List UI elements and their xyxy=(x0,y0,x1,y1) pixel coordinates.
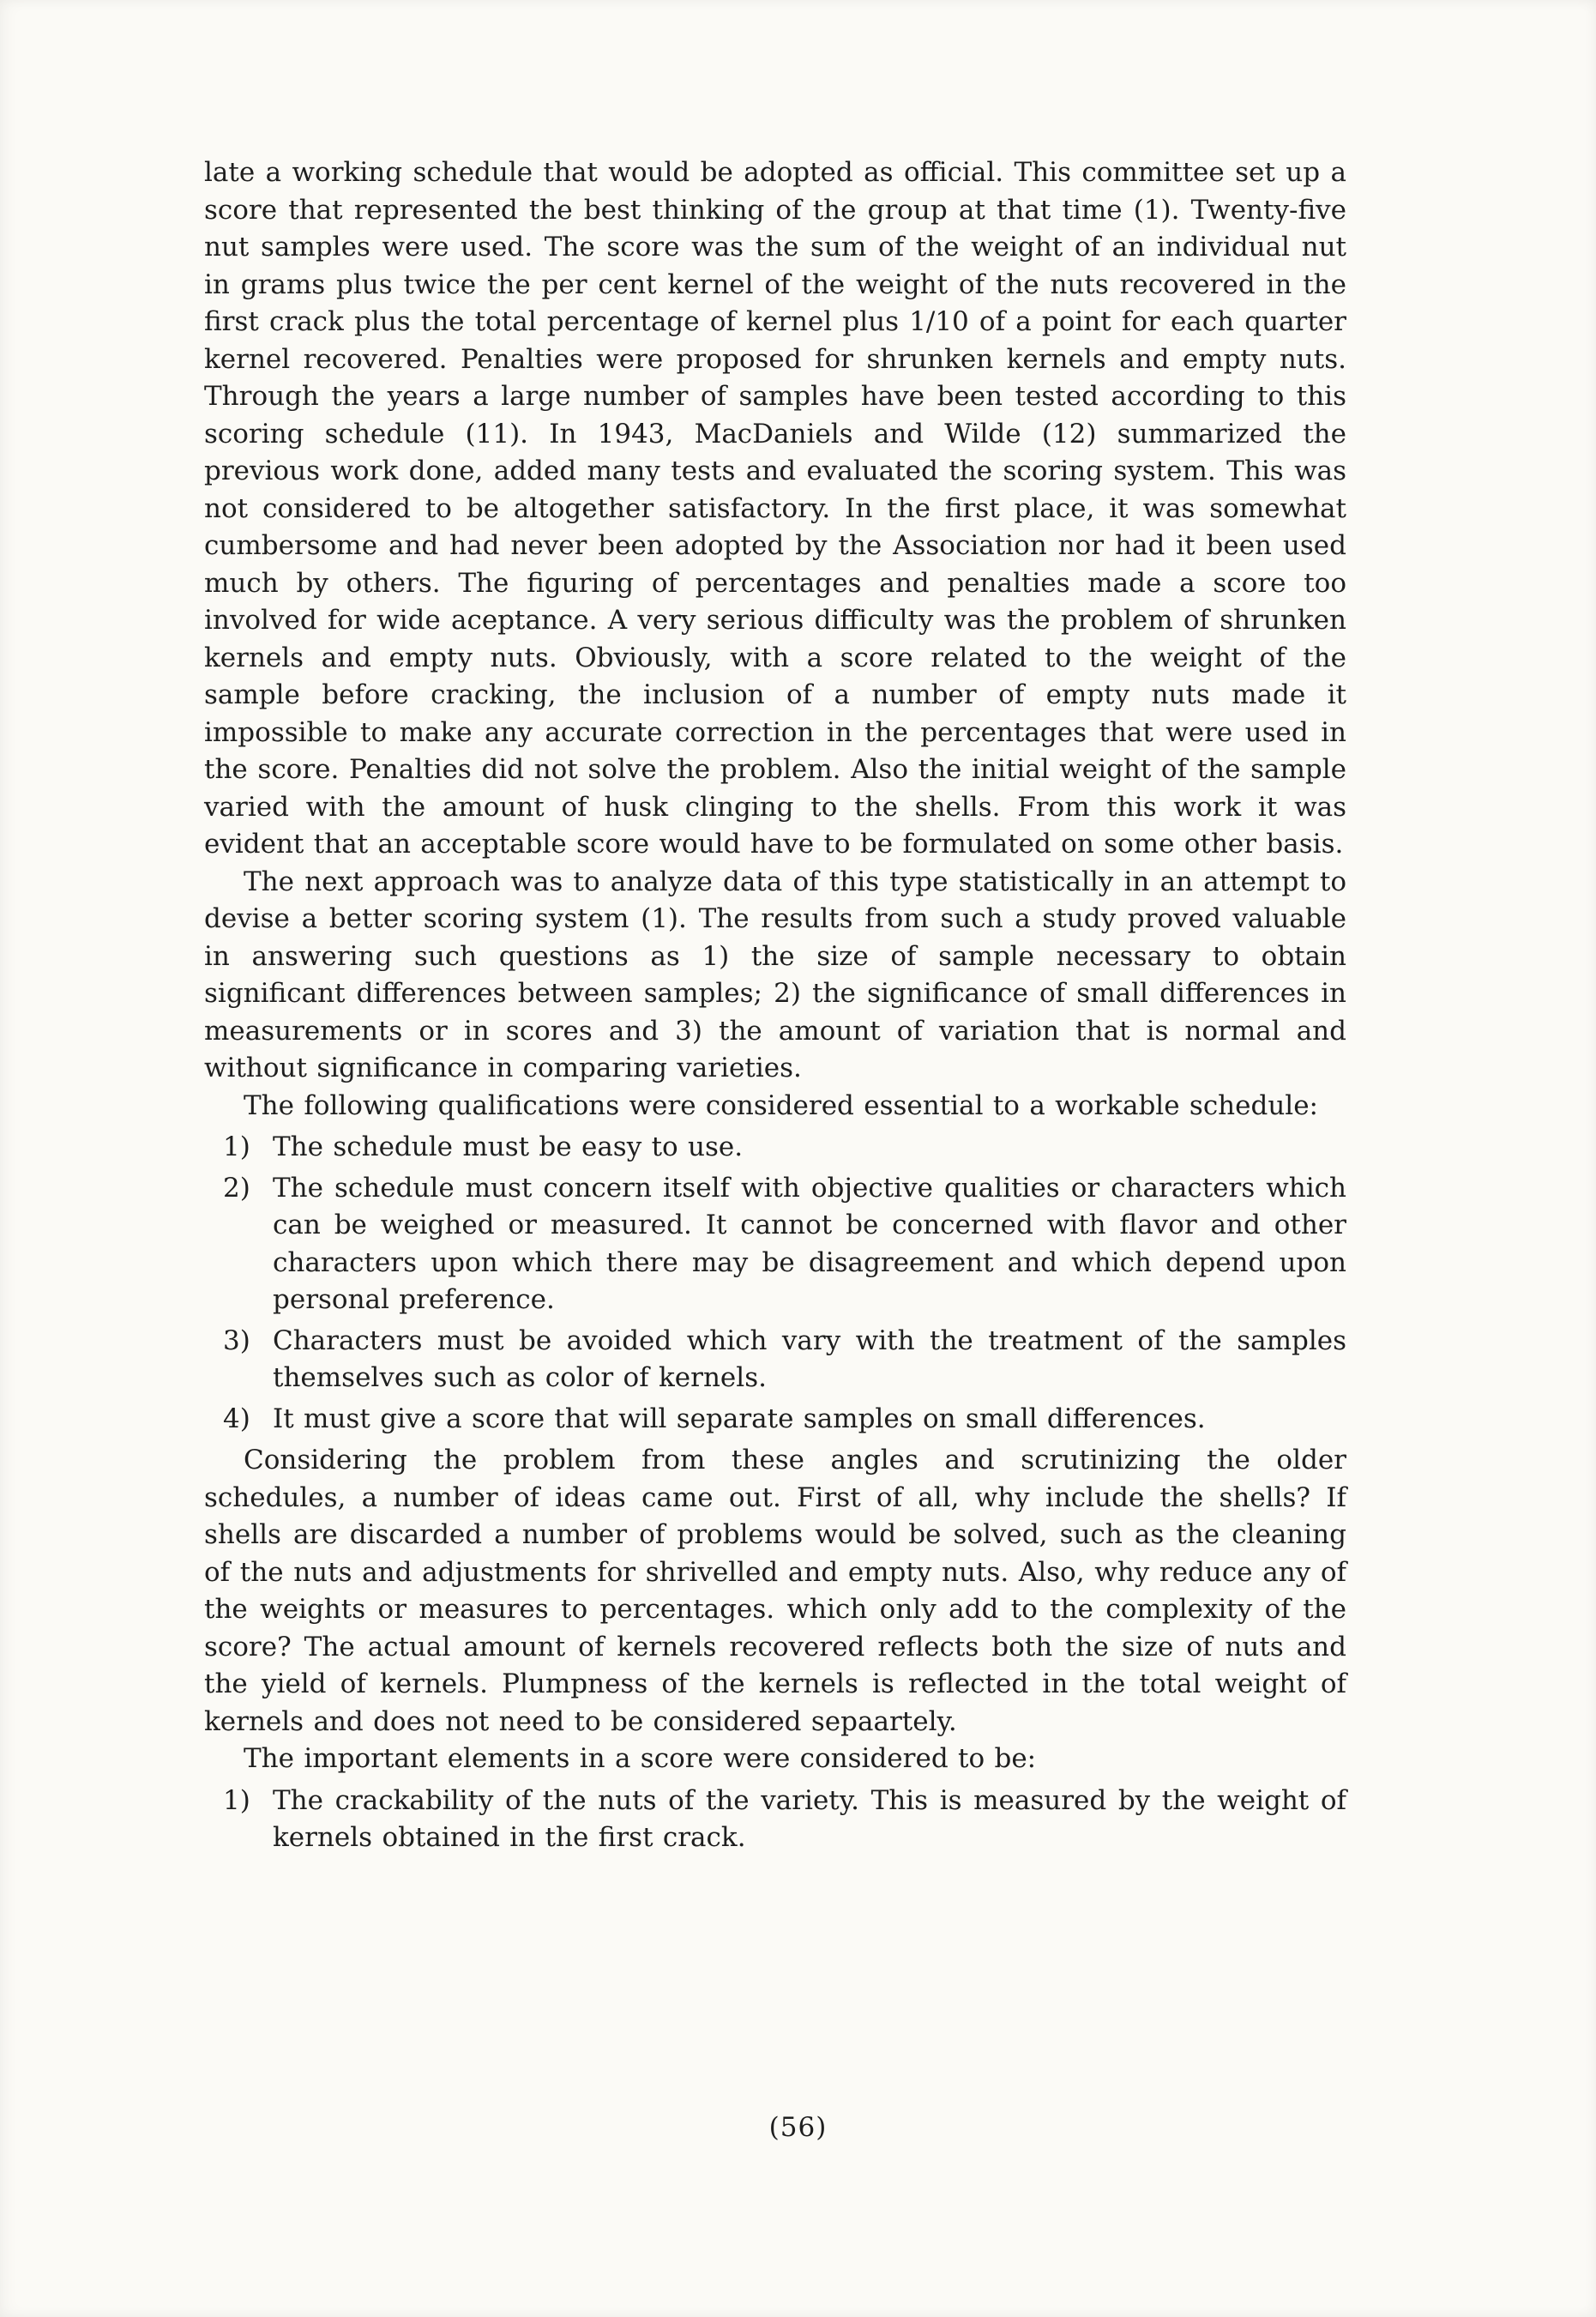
page-number: (56) xyxy=(768,2112,828,2143)
list-item-text: The schedule must be easy to use. xyxy=(273,1131,744,1162)
list-item xyxy=(204,1323,1346,1397)
paragraph-qualifications-intro: The following qualifications were considered essential to a workable schedule: xyxy=(244,1089,1319,1121)
list-item-text: It must give a score that will separate samples on small differences. xyxy=(273,1403,1206,1434)
paragraph-important-elements-intro: The important elements in a score were considered to be: xyxy=(244,1743,1037,1774)
list-item-number: 1) xyxy=(223,1131,250,1162)
list-item-number: 4) xyxy=(223,1403,250,1434)
list-item xyxy=(204,1170,1346,1319)
qualifications-list xyxy=(204,1129,1346,1438)
list-item-number: 3) xyxy=(223,1324,250,1356)
list-item xyxy=(204,1783,1346,1857)
list-item-number: 1) xyxy=(223,1784,250,1816)
list-item-text: The schedule must concern itself with objective qualities or characters which can be weighed or measured. It cannot be concerned with flavor and other characters upon which there may be disagreement and which depend upon personal preference. xyxy=(273,1172,1346,1315)
list-item-text: The crackability of the nuts of the variety. This is measured by the weight of kernels obtained in the first crack. xyxy=(273,1784,1346,1853)
text-column xyxy=(204,154,1346,1861)
list-item-text: Characters must be avoided which vary with the treatment of the samples themselves such as color of kernels. xyxy=(273,1324,1346,1393)
list-item xyxy=(204,1129,1346,1167)
list-item-number: 2) xyxy=(223,1172,250,1204)
score-elements-list xyxy=(204,1783,1346,1857)
paragraph-scoring-history: late a working schedule that would be adopted as official. This committee set up a score that represented the best thinking of the group at that time (1). Twenty-five nut samples were used. The score was the sum of the weight of an individual nut in grams plus twice the per cent kernel of the weight of the nuts recovered in the first crack plus the total percentage of kernel plus 1/10 of a point for each quarter kernel recovered. Penalties were proposed for shrunken kernels and empty nuts. Through the years a large number of samples have been tested according to this scoring schedule (11). In 1943, MacDaniels and Wilde (12) summarized the previous work done, added many tests and evaluated the scoring system. This was not considered to be altogether satisfactory. In the first place, it was somewhat cumbersome and had never been adopted by the Association nor had it been used much by others. The figuring of percentages and penalties made a score too involved for wide aceptance. A very serious difficulty was the problem of shrunken kernels and empty nuts. Obviously, with a score related to the weight of the sample before cracking, the inclusion of a number of empty nuts made it impossible to make any accurate correction in the percentages that were used in the score. Penalties did not solve the problem. Also the initial weight of the sample varied with the amount of husk clinging to the shells. From this work it was evident that an acceptable score would have to be formulated on some other basis. xyxy=(204,157,1346,860)
list-item xyxy=(204,1401,1346,1439)
paragraph-considering-problem: Considering the problem from these angles and scrutinizing the older schedules, a number of ideas came out. First of all, why include the shells? If shells are discarded a number of problems would be solved, such as the cleaning of the nuts and adjustments for shrivelled and empty nuts. Also, why reduce any of the weights or measures to percentages. which only add to the complexity of the score? The actual amount of kernels recovered reflects both the size of nuts and the yield of kernels. Plumpness of the kernels is reflected in the total weight of kernels and does not need to be considered sepaartely. xyxy=(204,1445,1346,1737)
paragraph-statistical-approach: The next approach was to analyze data of this type statistically in an attempt to devise a better scoring system (1). The results from such a study proved valuable in answering such questions as 1) the size of sample necessary to obtain significant differences between samples; 2) the significance of small differences in measurements or in scores and 3) the amount of variation that is normal and without significance in comparing varieties. xyxy=(204,866,1346,1083)
